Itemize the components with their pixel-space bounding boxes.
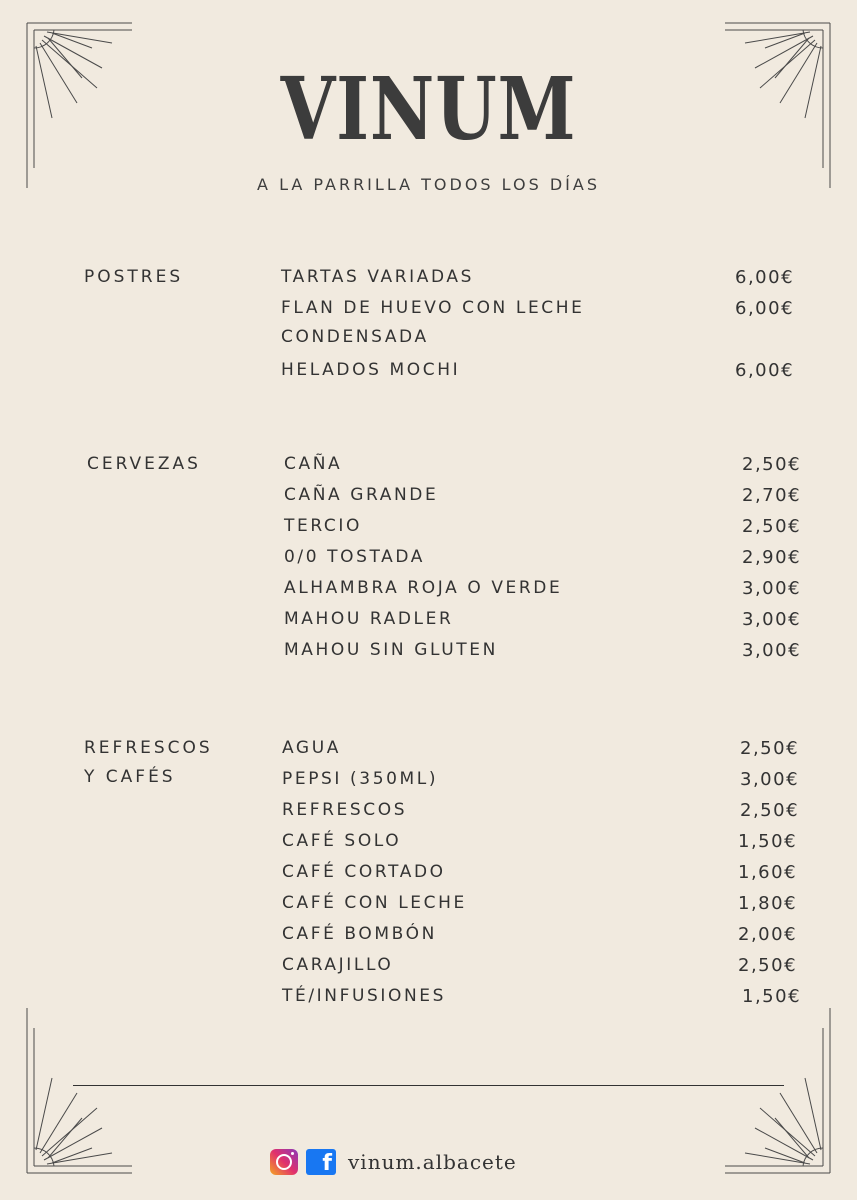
item-name: TÉ/INFUSIONES xyxy=(282,986,447,1006)
menu-item xyxy=(282,827,807,858)
item-price: 1,50€ xyxy=(738,831,798,852)
item-name: MAHOU SIN GLUTEN xyxy=(284,640,498,660)
item-price: 2,50€ xyxy=(740,738,800,759)
item-name: CARAJILLO xyxy=(282,955,394,975)
menu-item xyxy=(284,636,809,667)
item-price: 2,70€ xyxy=(742,485,802,506)
item-name: TARTAS VARIADAS xyxy=(281,267,474,287)
item-name: CAFÉ CON LECHE xyxy=(282,893,467,913)
social-footer xyxy=(270,1148,517,1176)
item-price: 6,00€ xyxy=(735,298,795,319)
item-name: ALHAMBRA ROJA O VERDE xyxy=(284,578,563,598)
category-label: CERVEZAS xyxy=(87,454,201,474)
menu-item xyxy=(282,858,807,889)
restaurant-title: VINUM xyxy=(280,59,577,160)
menu-item xyxy=(284,512,809,543)
item-list xyxy=(284,450,809,667)
item-list xyxy=(282,734,807,1013)
item-price: 2,50€ xyxy=(740,800,800,821)
corner-ornament-bottom-right xyxy=(725,1008,835,1178)
item-price: 1,60€ xyxy=(738,862,798,883)
social-handle[interactable]: vinum.albacete xyxy=(348,1150,517,1174)
item-price: 2,00€ xyxy=(738,924,798,945)
item-price: 3,00€ xyxy=(742,640,802,661)
item-name: CAÑA GRANDE xyxy=(284,485,439,505)
menu-item xyxy=(281,356,801,387)
facebook-icon[interactable]: f xyxy=(306,1149,336,1175)
menu-item xyxy=(282,951,807,982)
menu-item xyxy=(281,294,801,356)
menu-item xyxy=(282,796,807,827)
item-price: 2,50€ xyxy=(742,516,802,537)
item-price: 2,50€ xyxy=(742,454,802,475)
item-name: PEPSI (350ML) xyxy=(282,769,439,789)
item-name: TERCIO xyxy=(284,516,362,536)
category-label: POSTRES xyxy=(84,267,184,287)
item-name: 0/0 TOSTADA xyxy=(284,547,426,567)
menu-item xyxy=(284,543,809,574)
menu-item xyxy=(282,920,807,951)
menu-item xyxy=(284,481,809,512)
item-name: CAFÉ BOMBÓN xyxy=(282,924,437,944)
category-label: REFRESCOS Y CAFÉS xyxy=(84,738,213,787)
item-name: FLAN DE HUEVO CON LECHE CONDENSADA xyxy=(281,298,585,347)
instagram-icon[interactable] xyxy=(270,1149,298,1175)
menu-item xyxy=(282,982,807,1013)
menu-item xyxy=(284,605,809,636)
item-price: 1,50€ xyxy=(742,986,802,1007)
menu-item xyxy=(282,765,807,796)
corner-ornament-bottom-left xyxy=(22,1008,132,1178)
menu-item xyxy=(284,450,809,481)
item-price: 6,00€ xyxy=(735,267,795,288)
footer-divider xyxy=(73,1085,784,1086)
menu-item xyxy=(284,574,809,605)
item-name: CAFÉ SOLO xyxy=(282,831,402,851)
item-name: AGUA xyxy=(282,738,341,758)
item-name: HELADOS MOCHI xyxy=(281,360,461,380)
menu-item xyxy=(281,263,801,294)
restaurant-subtitle: A LA PARRILLA TODOS LOS DÍAS xyxy=(257,175,600,194)
menu-item xyxy=(282,889,807,920)
menu-item xyxy=(282,734,807,765)
item-price: 2,50€ xyxy=(738,955,798,976)
item-price: 6,00€ xyxy=(735,360,795,381)
item-price: 1,80€ xyxy=(738,893,798,914)
item-name: REFRESCOS xyxy=(282,800,408,820)
item-name: CAÑA xyxy=(284,454,343,474)
item-price: 3,00€ xyxy=(742,609,802,630)
item-price: 3,00€ xyxy=(740,769,800,790)
item-name: CAFÉ CORTADO xyxy=(282,862,446,882)
item-price: 2,90€ xyxy=(742,547,802,568)
item-list xyxy=(281,263,801,387)
item-price: 3,00€ xyxy=(742,578,802,599)
item-name: MAHOU RADLER xyxy=(284,609,454,629)
